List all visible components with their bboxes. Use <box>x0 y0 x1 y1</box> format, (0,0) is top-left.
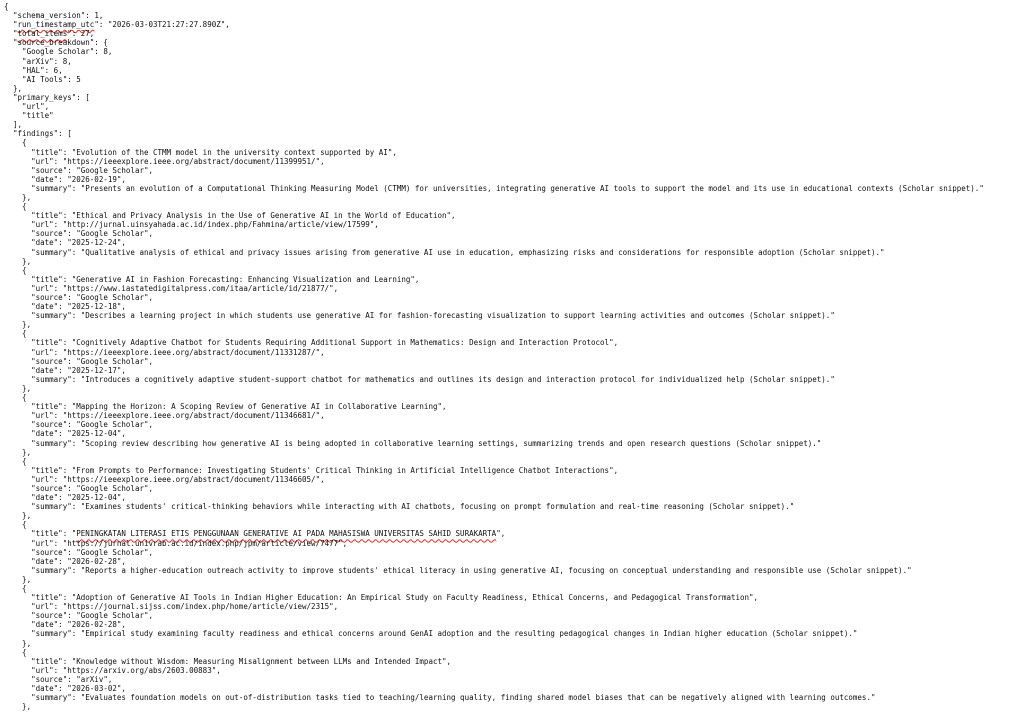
finding-date: 2026-02-28 <box>71 556 117 566</box>
code-line: "date": "2025-12-17", <box>4 365 126 375</box>
code-line: "url": "https://ieeexplore.ieee.org/abstract/document/11346605/", <box>4 474 325 484</box>
finding-date: 2026-03-02 <box>71 684 117 694</box>
code-line: "summary": "Scoping review describing how generative AI is being adopted in collaborative learning settings, summarizing trends and open research questions (Scholar snippet)." <box>4 438 822 448</box>
finding-date: 2025-12-17 <box>71 365 117 375</box>
code-line: "source": "Google Scholar", <box>4 229 154 239</box>
source-breakdown-value: 8 <box>62 56 68 66</box>
code-line: "findings": [ <box>4 129 72 139</box>
finding-url: https://jurnal.univrab.ac.id/index.php/jpm/article/view/7477 <box>67 538 339 548</box>
code-line: "url", <box>4 102 50 112</box>
code-line: "title": "PENINGKATAN LITERASI ETIS PENGGUNAAN GENERATIVE AI PADA MAHASISWA UNIVERSITAS SAHID SURAKARTA", <box>4 529 506 539</box>
total-items-value: 27 <box>80 29 90 39</box>
source-breakdown-key: AI Tools <box>26 74 63 84</box>
code-line: "date": "2025-12-04", <box>4 429 126 439</box>
finding-entry <box>4 520 1024 584</box>
code-line: "summary": "Reports a higher-education outreach activity to improve students' ethical literacy in using generative AI, focusing on conceptual understanding and responsible use (Scholar snippet)." <box>4 565 912 575</box>
run-timestamp-key: run_timestamp_utc <box>17 20 95 30</box>
code-line: { <box>4 456 27 466</box>
code-line: "url": "https://ieeexplore.ieee.org/abstract/document/11346681/", <box>4 411 325 421</box>
finding-url: https://ieeexplore.ieee.org/abstract/document/11399951/ <box>67 156 316 166</box>
finding-url: https://www.iastatedigitalpress.com/itaa/article/id/21877/ <box>67 283 330 293</box>
code-line: "title": "Mapping the Horizon: A Scoping Review of Generative AI in Collaborative Learning", <box>4 402 447 412</box>
code-line: "title": "Cognitively Adaptive Chatbot for Students Requiring Additional Support in Mathematics: Design and Interaction Protocol", <box>4 338 619 348</box>
finding-source: Google Scholar <box>80 165 144 175</box>
finding-title: PENINGKATAN LITERASI ETIS PENGGUNAAN GENERATIVE AI PADA MAHASISWA UNIVERSITAS SAHID SURAKARTA <box>76 529 497 539</box>
code-line: "source": "Google Scholar", <box>4 293 154 302</box>
code-line: { <box>4 2 9 11</box>
finding-url: https://ieeexplore.ieee.org/abstract/document/11346681/ <box>67 411 316 421</box>
code-line: { <box>4 584 27 593</box>
code-line: "date": "2025-12-04", <box>4 493 126 503</box>
code-line: "source": "arXiv", <box>4 674 113 684</box>
finding-url: https://arxiv.org/abs/2603.00883 <box>67 665 212 675</box>
code-line: "url": "http://jurnal.uinsyahada.ac.id/index.php/Fahmina/article/view/17599", <box>4 220 379 230</box>
code-line: "summary": "Qualitative analysis of ethical and privacy issues arising from generative AI use in education, emphasizing risks and considerations for responsible adoption (Scholar snippet)." <box>4 247 885 257</box>
finding-source: Google Scholar <box>80 229 144 239</box>
finding-source: Google Scholar <box>80 420 144 430</box>
code-line: "title": "Generative AI in Fashion Forecasting: Enhancing Visualization and Learning", <box>4 274 420 284</box>
code-line: "source": "Google Scholar", <box>4 420 154 430</box>
finding-date: 2026-02-28 <box>71 620 117 630</box>
finding-entry <box>4 266 1024 330</box>
primary-key-value: title <box>26 111 50 121</box>
code-line: }, <box>4 638 32 648</box>
finding-title: Ethical and Privacy Analysis in the Use of Generative AI in the World of Education <box>76 211 447 221</box>
code-line: ], <box>4 120 23 130</box>
finding-title: Cognitively Adaptive Chatbot for Students Requiring Additional Support in Mathematics: Design and Interaction Protocol <box>76 338 610 348</box>
code-line: { <box>4 647 27 657</box>
finding-summary: Empirical study examining faculty readiness and ethical concerns around GenAI adoption and the resulting pedagogical changes in Indian higher education (Scholar snippet). <box>85 629 853 639</box>
code-line: "summary": "Presents an evolution of a Computational Thinking Measuring Model (CTMM) for universities, integrating generative AI tools to support the model and its use in educational contexts (Scholar snippet)." <box>4 183 984 193</box>
code-line: "summary": "Describes a learning project in which students use generative AI for fashion-forecasting visualization to support learning activities and outcomes (Scholar snippet)." <box>4 311 835 321</box>
code-line: "HAL": 6, <box>4 65 63 75</box>
code-line: "url": "https://journal.sijss.com/index.php/home/article/view/2315", <box>4 602 339 612</box>
code-line: "summary": "Introduces a cognitively adaptive student-support chatbot for mathematics and outlines its design and interaction protocol for individualized help (Scholar snippet)." <box>4 374 835 384</box>
code-line: "summary": "Evaluates foundation models on out-of-distribution tasks tied to teaching/learning quality, finding shared model biases that can be negatively aligned with learning outcomes." <box>4 693 876 703</box>
total-items-key: total_items <box>17 29 68 39</box>
finding-entry <box>4 202 1024 266</box>
finding-entry <box>4 584 1024 648</box>
code-line: }, <box>4 574 32 584</box>
finding-url: https://ieeexplore.ieee.org/abstract/document/11346605/ <box>67 474 316 484</box>
code-line: "date": "2026-02-28", <box>4 620 126 630</box>
finding-title: Knowledge without Wisdom: Measuring Misalignment between LLMs and Intended Impact <box>76 656 442 666</box>
code-line: { <box>4 393 27 403</box>
code-line: { <box>4 329 27 339</box>
finding-source: arXiv <box>80 674 104 684</box>
code-line: "date": "2026-02-28", <box>4 556 126 566</box>
source-breakdown-value: 6 <box>53 65 59 75</box>
finding-entry <box>4 138 1024 202</box>
code-line: }, <box>4 83 23 93</box>
finding-date: 2026-02-19 <box>71 174 117 184</box>
code-line: }, <box>4 702 32 712</box>
code-line: "source": "Google Scholar", <box>4 165 154 175</box>
finding-entry <box>4 329 1024 393</box>
code-line: }, <box>4 383 32 393</box>
code-line: "url": "https://ieeexplore.ieee.org/abstract/document/11399951/", <box>4 156 325 166</box>
code-line: "Google Scholar": 8, <box>4 47 113 57</box>
finding-summary: Evaluates foundation models on out-of-distribution tasks tied to teaching/learning quality, finding shared model biases that can be negatively aligned with learning outcomes. <box>85 693 871 703</box>
code-line: "url": "https://www.iastatedigitalpress.com/itaa/article/id/21877/", <box>4 283 339 293</box>
code-line: "title" <box>4 111 54 121</box>
finding-date: 2025-12-04 <box>71 493 117 503</box>
code-line: { <box>4 202 27 212</box>
finding-summary: Introduces a cognitively adaptive student-support chatbot for mathematics and outlines its design and interaction protocol for individualized help (Scholar snippet). <box>85 374 831 384</box>
code-line: "source": "Google Scholar", <box>4 356 154 366</box>
code-line: }, <box>4 256 32 266</box>
finding-source: Google Scholar <box>80 483 144 493</box>
finding-url: https://ieeexplore.ieee.org/abstract/document/11331287/ <box>67 347 316 357</box>
code-line: "url": "https://jurnal.univrab.ac.id/index.php/jpm/article/view/7477", <box>4 538 348 548</box>
finding-title: Mapping the Horizon: A Scoping Review of Generative AI in Collaborative Learning <box>76 402 438 412</box>
code-line: "source": "Google Scholar", <box>4 547 154 557</box>
code-line: "title": "Knowledge without Wisdom: Measuring Misalignment between LLMs and Intended Impact", <box>4 656 452 666</box>
finding-entry <box>4 648 1024 712</box>
code-line: "title": "Adoption of Generative AI Tools in Indian Higher Education: An Empirical Study on Faculty Readiness, Ethical Concerns, and Pedagogical Transformation", <box>4 593 759 603</box>
finding-url: https://journal.sijss.com/index.php/home/article/view/2315 <box>67 602 330 612</box>
code-line: { <box>4 265 27 275</box>
code-line: "date": "2025-12-18", <box>4 302 126 312</box>
finding-summary: Reports a higher-education outreach activity to improve students' ethical literacy in using generative AI, focusing on conceptual understanding and responsible use (Scholar snippet). <box>85 565 908 575</box>
source-breakdown-key: Google Scholar <box>26 47 90 57</box>
finding-summary: Scoping review describing how generative AI is being adopted in collaborative learning settings, summarizing trends and open research questions (Scholar snippet). <box>85 438 817 448</box>
finding-title: Generative AI in Fashion Forecasting: Enhancing Visualization and Learning <box>76 274 411 284</box>
code-line: }, <box>4 320 32 330</box>
code-line: "source_breakdown": { <box>4 38 108 48</box>
code-line: "date": "2025-12-24", <box>4 238 126 248</box>
code-line: "source": "Google Scholar", <box>4 611 154 621</box>
code-line: "schema_version": 1, <box>4 11 104 21</box>
finding-summary: Describes a learning project in which students use generative AI for fashion-forecasting visualization to support learning activities and outcomes (Scholar snippet). <box>85 311 831 321</box>
code-line: "url": "https://arxiv.org/abs/2603.00883", <box>4 665 221 675</box>
finding-source: Google Scholar <box>80 356 144 366</box>
finding-summary: Examines students' critical-thinking behaviors while interacting with AI chatbots, focusing on prompt formulation and real-time reasoning (Scholar snippet). <box>85 502 790 512</box>
code-line: "summary": "Examines students' critical-thinking behaviors while interacting with AI chatbots, focusing on prompt formulation and real-time reasoning (Scholar snippet)." <box>4 502 795 512</box>
code-line: "date": "2026-03-02", <box>4 684 126 694</box>
source-breakdown-value: 5 <box>76 74 81 84</box>
source-breakdown-key: HAL <box>26 65 41 75</box>
finding-title: Adoption of Generative AI Tools in Indian Higher Education: An Empirical Study on Faculty Readiness, Ethical Concerns, and Pedagogical Transformation <box>76 593 750 603</box>
code-line: "run_timestamp_utc": "2026-03-03T21:27:27.890Z", <box>4 20 230 30</box>
code-line: "AI Tools": 5 <box>4 74 81 84</box>
code-line: { <box>4 138 27 148</box>
finding-source: Google Scholar <box>80 293 144 302</box>
finding-title: From Prompts to Performance: Investigating Students' Critical Thinking in Artificial Intelligence Chatbot Interactions <box>76 465 610 475</box>
source-breakdown-value: 8 <box>103 47 108 57</box>
finding-source: Google Scholar <box>80 547 144 557</box>
code-line: "primary_keys": [ <box>4 92 90 102</box>
finding-date: 2025-12-04 <box>71 429 117 439</box>
code-line: "date": "2026-02-19", <box>4 174 126 184</box>
code-line: "url": "https://ieeexplore.ieee.org/abstract/document/11331287/", <box>4 347 325 357</box>
code-line: "summary": "Empirical study examining faculty readiness and ethical concerns around GenAI adoption and the resulting pedagogical changes in Indian higher education (Scholar snippet)." <box>4 629 858 639</box>
code-line: { <box>4 520 27 530</box>
code-line: }, <box>4 447 32 457</box>
finding-date: 2025-12-24 <box>71 238 117 248</box>
run-timestamp-value: 2026-03-03T21:27:27.890Z <box>112 20 221 30</box>
finding-title: Evolution of the CTMM model in the university context supported by AI <box>76 147 388 157</box>
finding-date: 2025-12-18 <box>71 302 117 312</box>
finding-summary: Qualitative analysis of ethical and privacy issues arising from generative AI use in education, emphasizing risks and considerations for responsible adoption (Scholar snippet). <box>85 247 880 257</box>
finding-url: http://jurnal.uinsyahada.ac.id/index.php/Fahmina/article/view/17599 <box>67 220 370 230</box>
code-line: "arXiv": 8, <box>4 56 72 66</box>
primary-key-value: url <box>26 102 41 112</box>
code-line: "title": "From Prompts to Performance: Investigating Students' Critical Thinking in Artificial Intelligence Chatbot Interactions", <box>4 465 619 475</box>
code-line: "title": "Evolution of the CTMM model in the university context supported by AI", <box>4 147 397 157</box>
code-line: "source": "Google Scholar", <box>4 483 154 493</box>
code-line: }, <box>4 511 32 521</box>
finding-entry <box>4 457 1024 521</box>
schema-version-value: 1 <box>94 11 99 21</box>
finding-summary: Presents an evolution of a Computational Thinking Measuring Model (CTMM) for universities, integrating generative AI tools to support the model and its use in educational contexts (Scholar snippet). <box>85 183 980 193</box>
code-line: "total_items": 27, <box>4 29 95 39</box>
source-breakdown-key: arXiv <box>26 56 50 66</box>
code-line: }, <box>4 192 32 202</box>
finding-source: Google Scholar <box>80 611 144 621</box>
finding-entry <box>4 393 1024 457</box>
code-line: "title": "Ethical and Privacy Analysis in the Use of Generative AI in the World of Education", <box>4 211 456 221</box>
